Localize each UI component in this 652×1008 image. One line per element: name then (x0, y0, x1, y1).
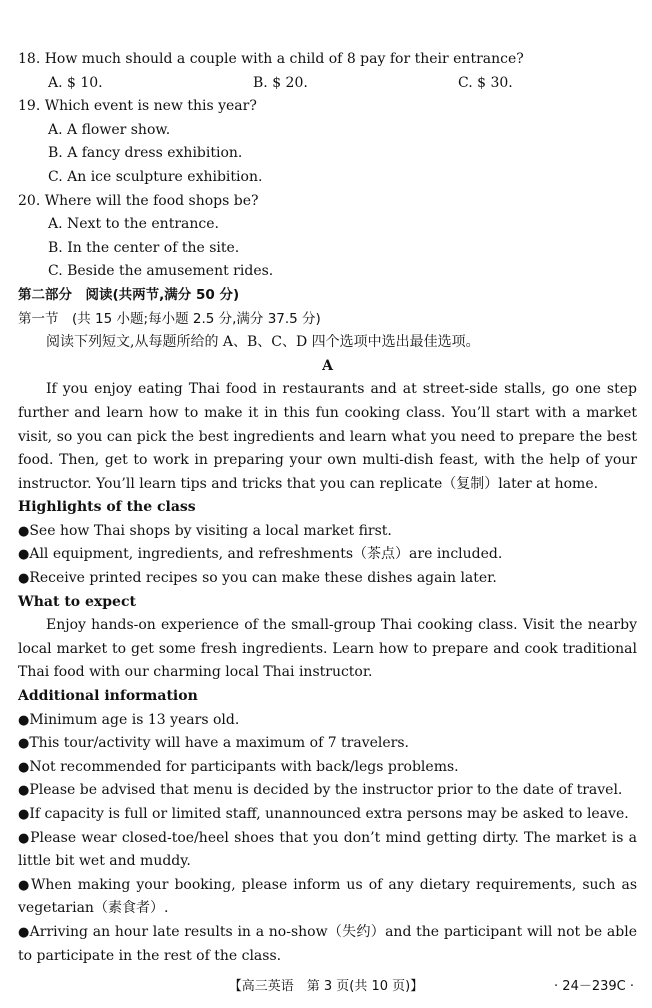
reading-instruction: 阅读下列短文,从每题所给的 A、B、C、D 四个选项中选出最佳选项。 (46, 334, 480, 351)
list-item (18, 827, 637, 874)
list-item-text: Receive printed recipes so you can make these dishes again later. (29, 570, 497, 587)
bullet-icon: ● (18, 712, 30, 728)
bullet-icon: ● (18, 924, 30, 940)
list-item (18, 709, 637, 733)
highlights-heading: Highlights of the class (18, 499, 196, 516)
page-footer (0, 972, 652, 996)
option-a: A. A flower show. (48, 121, 171, 138)
bullet-icon: ● (18, 830, 31, 846)
list-item (18, 921, 637, 968)
option-b: B. $ 20. (253, 74, 308, 91)
exam-page (18, 48, 637, 968)
list-item-text: This tour/activity will have a maximum of 7 travelers. (29, 735, 410, 752)
list-item-text: Please be advised that menu is decided by the instructor prior to the date of travel. (29, 782, 623, 799)
intro-paragraph: If you enjoy eating Thai food in restaurants and at street-side stalls, go one step further and learn how to make it in this fun cooking class. You’ll start with a market visit, so you can pick the best ingredients and learn what you need to prepare the best food. Then, get to work in preparing your own multi-dish feast, with the help of your instructor. You’ll learn tips and tricks that you can replicate（复制）later at home. (18, 381, 637, 492)
option-b: B. A fancy dress exhibition. (48, 145, 243, 162)
list-item-text: See how Thai shops by visiting a local market first. (29, 522, 392, 539)
list-item (18, 874, 637, 921)
list-item-text: All equipment, ingredients, and refreshments（茶点）are included. (29, 546, 503, 563)
list-item-text: If capacity is full or limited staff, unannounced extra persons may be asked to leave. (29, 806, 629, 822)
list-item (18, 732, 637, 756)
bullet-icon: ● (18, 571, 30, 587)
list-item (18, 520, 637, 544)
question-18-stem: 18. How much should a couple with a child of 8 pay for their entrance? (18, 51, 524, 67)
bullet-icon: ● (18, 523, 30, 539)
option-b: B. In the center of the site. (48, 239, 240, 256)
bullet-icon: ● (18, 736, 30, 752)
option-c: C. Beside the amusement rides. (48, 263, 274, 280)
section-one-title: 第一节 (共 15 小题;每小题 2.5 分,满分 37.5 分) (18, 310, 321, 327)
list-item-text: Arriving an hour late results in a no-show（失约）and the participant will not be able to participate in the rest of the class. (18, 923, 638, 964)
expect-heading: What to expect (18, 593, 136, 610)
option-a: A. $ 10. (48, 74, 103, 91)
question-18-options (18, 72, 637, 96)
passage-label: A (322, 357, 333, 374)
bullet-icon: ● (18, 547, 30, 563)
list-item (18, 543, 637, 567)
bullet-icon: ● (18, 807, 30, 822)
bullet-icon: ● (18, 783, 30, 799)
list-item-text: Please wear closed-toe/heel shoes that you don’t mind getting dirty. The market is a little bit wet and muddy. (18, 829, 638, 870)
list-item (18, 567, 637, 591)
option-a: A. Next to the entrance. (48, 216, 219, 233)
list-item-text: Minimum age is 13 years old. (29, 711, 240, 728)
list-item (18, 779, 637, 803)
option-c: C. An ice sculpture exhibition. (48, 168, 263, 185)
list-item-text: Not recommended for participants with back/legs problems. (29, 758, 459, 775)
list-item (18, 756, 637, 780)
list-item (18, 803, 637, 827)
list-item-text: When making your booking, please inform us of any dietary requirements, such as vegetarian（素食者）. (18, 876, 637, 917)
option-c: C. $ 30. (458, 74, 513, 91)
part-two-title: 第二部分 阅读(共两节,满分 50 分) (18, 286, 240, 303)
expect-paragraph: Enjoy hands-on experience of the small-group Thai cooking class. Visit the nearby local market to get some fresh ingredients. Learn how to prepare and cook traditional Thai food with our charming local Thai instructor. (18, 617, 637, 681)
bullet-icon: ● (18, 759, 30, 775)
footer-code: · 24－239C · (554, 979, 634, 994)
footer-page-info: 【高三英语 第 3 页(共 10 页)】 (228, 979, 424, 994)
bullet-icon: ● (18, 877, 31, 893)
question-20-stem: 20. Where will the food shops be? (18, 192, 259, 209)
question-19-stem: 19. Which event is new this year? (18, 98, 257, 115)
additional-heading: Additional information (18, 688, 198, 705)
